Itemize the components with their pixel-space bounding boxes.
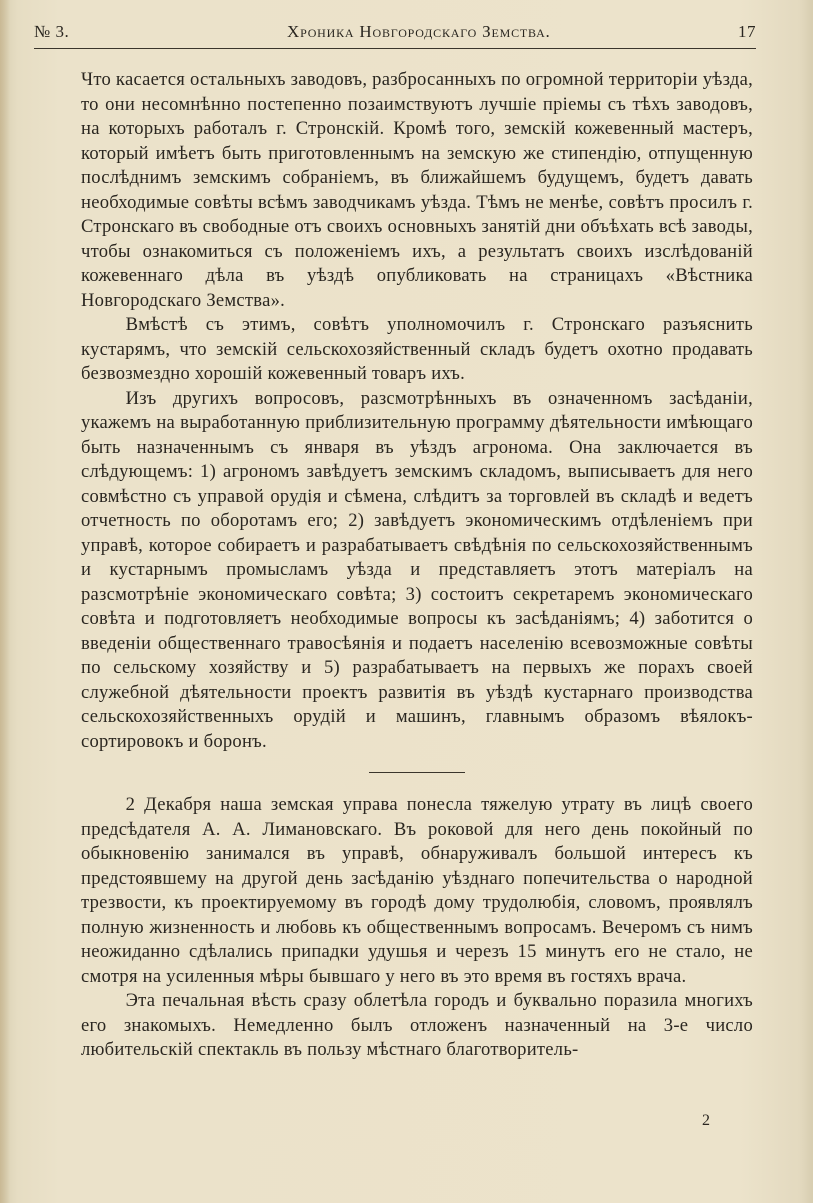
issue-number: № 3. <box>34 22 70 41</box>
section-divider <box>369 772 465 773</box>
article-body <box>81 68 753 1063</box>
page-edge-stain <box>0 0 10 1203</box>
running-title: Хроника Новгородскаго Земства. <box>287 22 551 41</box>
paragraph-craftsmen: Вмѣстѣ съ этимъ, совѣтъ уполномочилъ г. Стронскаго разъяснить кустарямъ, что земскій сельскохозяйственный складъ будетъ охотно продавать безвозмездно хорошій кожевенный товаръ ихъ. <box>81 314 753 384</box>
paragraph-agronomist-program: Изъ другихъ вопросовъ, разсмотрѣнныхъ въ означенномъ засѣданіи, укажемъ на выработанную приблизительную программу дѣятельности имѣющаго быть назначеннымъ съ января въ уѣздъ агронома. Она заключается въ слѣдующемъ: 1) агрономъ завѣдуетъ земскимъ складомъ, выписываетъ для него совмѣстно съ управой орудія и сѣмена, слѣдитъ за торговлей въ складѣ и ведетъ отчетность по оборотамъ его; 2) завѣдуетъ экономическимъ отдѣленіемъ при управѣ, которое собираетъ и разрабатываетъ свѣдѣнія по сельскохозяйственнымъ и кустарнымъ промысламъ уѣзда и представляетъ этотъ матеріалъ на разсмотрѣніе экономическаго совѣта; 3) состоитъ секретаремъ экономическаго совѣта и подготовляетъ необходимые вопросы къ засѣданіямъ; 4) заботится о введеніи общественнаго травосѣянія и подаетъ населенію всевозможные совѣты по сельскому хозяйству и 5) разрабатываетъ на первыхъ же порахъ своей служебной дѣятельности проектъ развитія въ уѣздѣ кустарнаго производства сельскохозяйственныхъ орудій и машинъ, главнымъ образомъ вѣялокъ-сортировокъ и боронъ. <box>81 387 753 752</box>
paragraph-obituary: 2 Декабря наша земская управа понесла тяжелую утрату въ лицѣ своего предсѣдателя А. А. Лимановскаго. Въ роковой для него день покойный по обыкновенію занимался въ управѣ, обнаруживалъ большой интересъ къ предстоявшему на другой день засѣданію уѣзднаго попечительства о народной трезвости, къ проектируемому въ городѣ дому трудолюбія, словомъ, проявлялъ полную жизненность и любовь къ общественнымъ вопросамъ. Вечеромъ съ нимъ неожиданно сдѣлались припадки удушья и черезъ 15 минутъ его не стало, не смотря на усиленныя мѣры бывшаго у него въ это время въ гостяхъ врача. <box>81 794 753 987</box>
page-number: 17 <box>738 22 756 41</box>
running-header <box>34 20 756 49</box>
paragraph-tanneries: Что касается остальныхъ заводовъ, разбросанныхъ по огромной территоріи уѣзда, то они несомнѣнно постепенно позаимствуютъ лучшіе пріемы съ тѣхъ заводовъ, на которыхъ работалъ г. Стронскій. Кромѣ того, земскій кожевенный мастеръ, который имѣетъ быть приготовленнымъ на земскую же стипендію, отпущенную послѣднимъ земскимъ собраніемъ, въ ближайшемъ будущемъ, будетъ давать необходимые совѣты всѣмъ заводчикамъ уѣзда. Тѣмъ не менѣе, совѣтъ просилъ г. Стронскаго въ свободные отъ своихъ основныхъ занятій дни объѣхать всѣ заводы, чтобы ознакомиться съ положеніемъ ихъ, а результатъ своихъ изслѣдованій кожевеннаго дѣла въ уѣздѣ опубликовать на страницахъ «Вѣстника Новгородскаго Земства». <box>81 69 753 311</box>
signature-mark: 2 <box>702 1112 710 1129</box>
paragraph-news-spread: Эта печальная вѣсть сразу облетѣла городъ и буквально поразила многихъ его знакомыхъ. Немедленно былъ отложенъ назначенный на 3-е число любительскій спектакль въ пользу мѣстнаго благотворитель- <box>81 990 753 1060</box>
